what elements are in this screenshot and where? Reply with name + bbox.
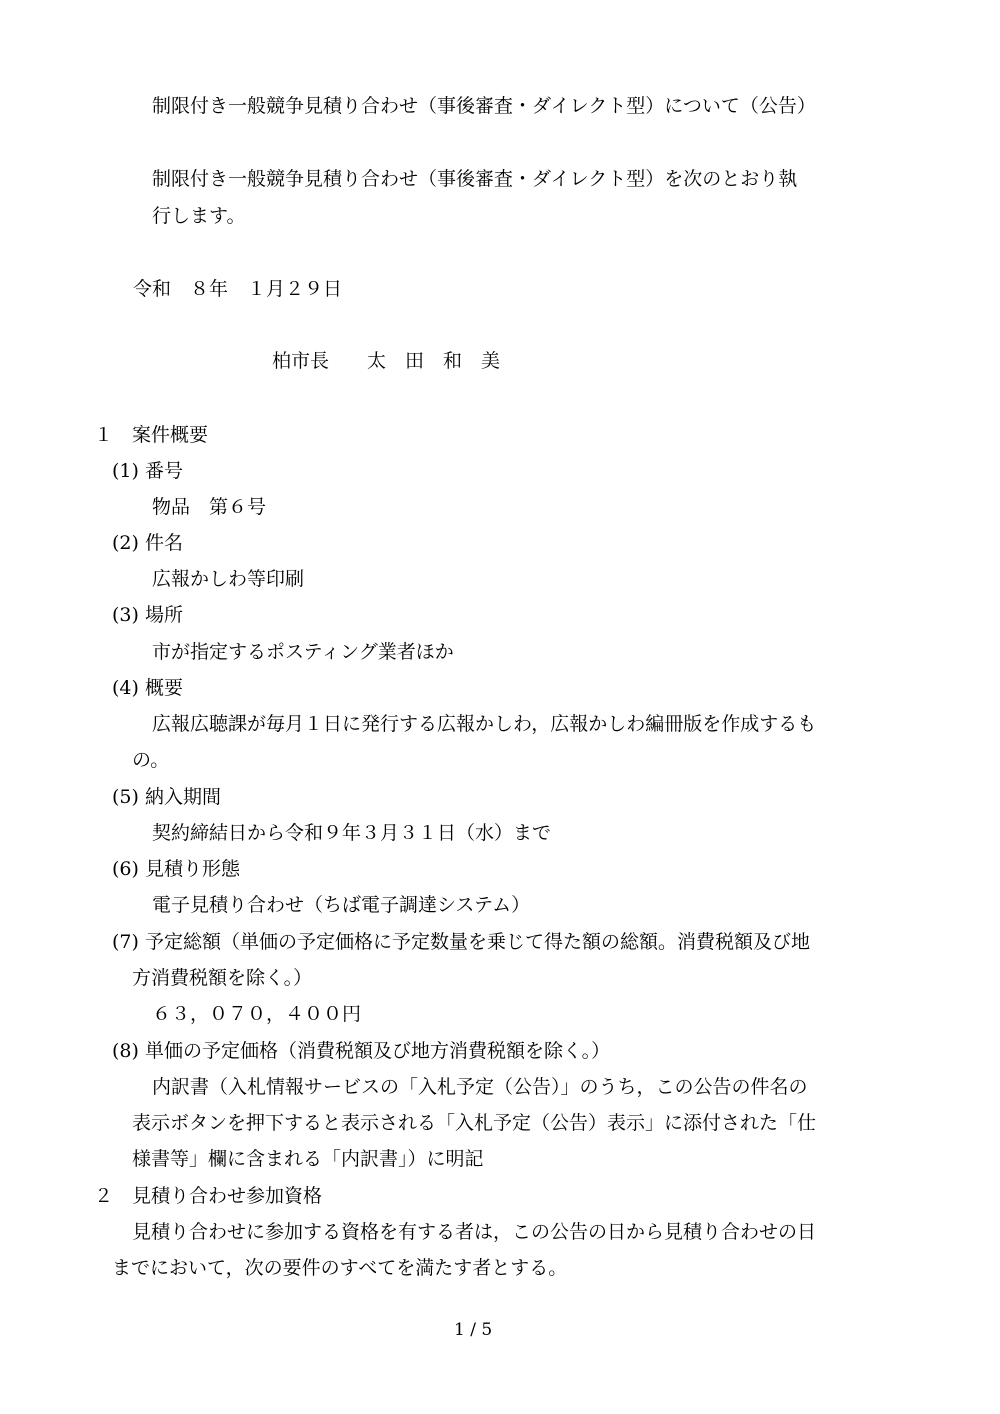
- item-8-text-line-2: 表示ボタンを押下すると表示される「入札予定（公告）表示」に添付された「仕: [132, 1112, 817, 1134]
- section-2-text-line-1: 見積り合わせに参加する資格を有する者は，この公告の日から見積り合わせの日: [132, 1221, 817, 1243]
- item-7-label-line-1: (7) 予定総額（単価の予定価格に予定数量を乗じて得た額の総額。消費税額及び地: [112, 931, 810, 953]
- item-8-text-line-3: 様書等」欄に含まれる「内訳書」）に明記: [132, 1148, 484, 1170]
- item-2-text: 広報かしわ等印刷: [152, 568, 305, 590]
- item-8-text-line-1: 内訳書（入札情報サービスの「入札予定（公告）」のうち，この公告の件名の: [152, 1076, 808, 1098]
- item-3-label: (3) 場所: [112, 604, 183, 626]
- section-2-text-line-2: までにおいて，次の要件のすべてを満たす者とする。: [112, 1257, 568, 1279]
- item-8-label: (8) 単価の予定価格（消費税額及び地方消費税額を除く。）: [112, 1040, 611, 1062]
- item-3-text: 市が指定するポスティング業者ほか: [152, 641, 454, 663]
- item-2-label: (2) 件名: [112, 532, 183, 554]
- item-1-text: 物品 第６号: [152, 496, 267, 518]
- item-1-label: (1) 番号: [112, 460, 183, 482]
- intro-line-2: 行します。: [152, 205, 246, 227]
- notice-title: 制限付き一般競争見積り合わせ（事後審査・ダイレクト型）について（公告）: [152, 95, 816, 117]
- item-4-text-line-1: 広報広聴課が毎月１日に発行する広報かしわ，広報かしわ編冊版を作成するも: [152, 713, 817, 735]
- item-7-amount: ６３，０７０，４００円: [152, 1003, 362, 1025]
- item-6-text: 電子見積り合わせ（ちば電子調達システム）: [152, 894, 531, 916]
- item-5-text: 契約締結日から令和９年３月３１日（水）まで: [152, 822, 552, 844]
- signatory: 柏市長 太 田 和 美: [272, 350, 501, 372]
- item-4-label: (4) 概要: [112, 677, 183, 699]
- item-6-label: (6) 見積り形態: [112, 858, 240, 880]
- item-5-label: (5) 納入期間: [112, 786, 221, 808]
- section-2-heading: ２ 見積り合わせ参加資格: [94, 1185, 323, 1207]
- item-7-label-line-2: 方消費税額を除く。）: [132, 967, 313, 989]
- section-1-heading: １ 案件概要: [94, 424, 209, 446]
- page-number: 1 / 5: [454, 1320, 493, 1340]
- item-4-text-line-2: の。: [132, 749, 170, 771]
- intro-line-1: 制限付き一般競争見積り合わせ（事後審査・ダイレクト型）を次のとおり執: [152, 168, 798, 190]
- issue-date: 令和 ８年 １月２９日: [133, 278, 343, 300]
